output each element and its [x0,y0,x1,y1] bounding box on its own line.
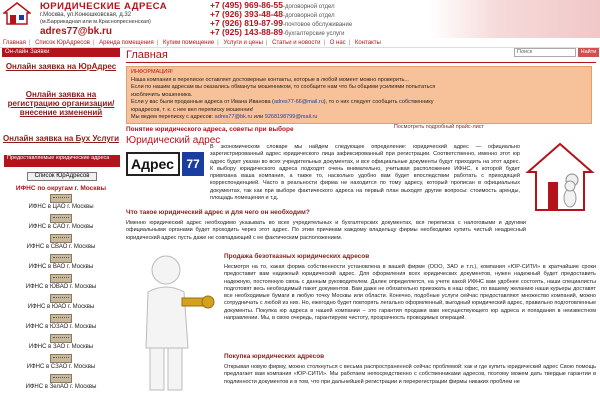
site-header [0,0,600,38]
page-title: Главная [126,49,168,61]
ifns-label[interactable]: ИФНС в СВАО г. Москвы [26,244,96,250]
brand-name[interactable]: ЮРИДИЧЕСКИЕ АДРЕСА [40,1,168,12]
nav-item-contacts[interactable]: Контакты [354,40,381,46]
address-line: г.Москва, ул.Конюшковская, д.32 [40,12,132,18]
section-heading: Юридический адрес [126,135,221,146]
nav-item-rent[interactable]: Аренда помещения [99,40,154,46]
house-logo-icon[interactable] [3,2,31,26]
ifns-label[interactable]: ИФНС в ЮВАО г. Москвы [25,284,97,290]
ifns-label[interactable]: ИФНС в ЗелАО г. Москвы [25,384,97,390]
badge-number: 77 [182,152,204,176]
house-key-figure-icon [524,140,596,214]
building-icon [50,254,72,263]
header-decoration [430,0,600,38]
ifns-label[interactable]: ИФНС в ЮЗАО г. Москвы [25,324,97,330]
phone-number[interactable]: +7 (926) 819-87-99 [210,18,284,28]
question-text: Именно юридический адрес необходимо указывать во всех учредительных и бухгалтерских документах, вся переписка с налоговыми и другими официальными органами будет проходить через этот адрес. По этим причинам каждому владельцу фирмы необходимо купить чистый неадресный юридический адрес пусть даже не совпадающий с ее фактическим расположением. [126,220,526,241]
building-icon [50,294,72,303]
building-icon [50,354,72,363]
ifns-item[interactable] [12,254,110,272]
address-metro: (м.Баррикадная или м.Краснопресненская) [40,19,151,25]
nav-item-home[interactable]: Главная [3,40,26,46]
ifns-label[interactable]: ИФНС в ЗАО г. Москвы [28,344,94,350]
ifns-label[interactable]: ИФНС в СЗАО г. Москвы [26,364,96,370]
ifns-item[interactable] [12,194,110,212]
question-text: Открывая новую фирму, можно столкнуться с весьма распространенной сейчас проблемой: как и где купить юридический адрес Свою помощь предлагает вам компания «ЮР-СИТИ». Мы работаем непосредственно с собственниками адресов, поэтому можем дать твердые гарантии в подлинности документов и в том, что при дальнейшей регистрации и перерегистрации фирмы никаких проблем не [224,364,596,385]
ifns-label[interactable]: ИФНС в ЦАО г. Москвы [28,204,94,210]
phone-label: -бухгалтерские услуги [283,31,345,37]
phone-number[interactable]: +7 (495) 969-86-55 [210,0,284,10]
notice-text: юрадресов, т. к. с нее вел переписку мошенник! [131,106,254,113]
sidebar-heading: Он-лайн Заявки [2,48,120,57]
building-icon [50,334,72,343]
question-heading: Покупка юридических адресов [224,353,325,360]
title-divider [126,62,596,63]
notice-text-part: или [252,114,265,120]
ifns-item[interactable] [12,334,110,352]
ifns-item[interactable] [12,294,110,312]
main-content [124,48,600,400]
question-text: Несмотря на то, какая форма собственности установлена в вашей фирме (ООО, ЗАО и т.п.), компания «ЮР-СИТИ» в кратчайшие сроки предоставит вам надежный юридический адрес. Для оформления всех юридических документов, нужен надежный будет предоставить надежную, постоянную связь с данным руководителем. Далее определяется, на учете какой ИФНС вам удобнее состоять, наши специалисты подготовят весь необходимый пакет документов. Вам даже не обязательно приезжать в наш офис, по вашему желанию наши курьеры доставят все необходимые бумаги в любую точку Москвы или области. Конечно, подобные услуги сейчас предоставляют множество компаний, можно сотрудничать с любой из них. Но, ежегодно будет повторять легально оформленный, выгодный юридический адрес, правильно подготовленные документы. Покупка юр адреса в нашей компании – это гарантия продажи вам несуществующего юр адреса и попадания в неизвестном направлении. Мы, в свою очередь, гарантируем чистоту, прозрачность проводимых операций. [224,264,596,322]
nav-separator: | [348,40,351,46]
sidebar-link-accounting-request[interactable]: Онлайн заявка на Бух Услуги [2,134,120,143]
ifns-label[interactable]: ИФНС в ЮАО г. Москвы [27,304,95,310]
header-email[interactable]: adres77@bk.ru [40,26,113,37]
phone-label: -договорной отдел [283,4,335,10]
nav-item-services[interactable]: Услуги и цены [223,40,263,46]
info-notice [126,66,592,124]
ifns-item[interactable] [12,354,110,372]
phone-number[interactable]: +7 (925) 143-88-89 [210,27,284,37]
building-icon [50,314,72,323]
nav-separator: | [265,40,268,46]
ifns-heading: ИФНС по округам г. Москвы [15,185,107,192]
article-title: Понятие юридического адреса, советы при выборе [126,126,294,133]
notice-email-link[interactable]: adres77-66@mail.ru [273,99,324,105]
nav-separator: | [323,40,326,46]
ifns-item[interactable] [12,314,110,332]
phone-row [210,28,360,37]
search-input[interactable]: Поиск [514,48,576,57]
address-list-button[interactable]: Список ЮрАдресов [27,172,97,181]
intro-text: В экономическом словаре мы найдем следующее определение: юридический адрес — официально зарегистрированный адрес юридического лица зафиксированный при регистрации. Соответственно, именно этот юр адрес будет указан во всех учредительных документах, и все официальные документы будут приходить на этот адрес. К выбору юридического адреса подходят очень внимательно, учитывая расположение ИФНС, к которой будет привязана ваша компания, а также то, насколько удобно вам будет впоследствии работать с приходящей корреспонденцией. Часто в реальности фирма не находится по тому адресу, который прописан в официальных документах, так как при выборе фактического адреса на первый план выходят другие вопросы: стоимость аренды, площадь помещения и т.д. [210,144,520,202]
ifns-label[interactable]: ИФНС в САО г. Москвы [28,224,94,230]
notice-heading: ИНФОРМАЦИЯ! [131,69,173,75]
notice-text: Наша компания в переписке оставляет достоверные контакты, которые в любой момент можно проверить... [131,76,409,83]
notice-text [131,99,587,107]
ifns-item[interactable] [12,214,110,232]
sidebar-link-registration-request[interactable]: Онлайн заявка на регистрацию организации/ внесение изменений [7,90,115,117]
phone-label: -договорной отдел [283,13,335,19]
notice-text [131,114,587,122]
notice-text-part: ), то о них следует сообщить собственнику [323,99,434,105]
person-key-figure-icon [126,248,216,398]
sidebar [0,48,122,400]
sidebar-addresses-tag[interactable]: Предоставляемые юридические адреса [4,155,120,167]
building-icon [50,274,72,283]
building-icon [50,374,72,383]
phone-number[interactable]: +7 (926) 393-48-48 [210,9,284,19]
question-heading: Что такое юридический адрес и для чего он необходим? [126,209,310,216]
nav-separator: | [92,40,95,46]
nav-item-about[interactable]: О нас [329,40,346,46]
building-icon [50,194,72,203]
main-nav [0,38,600,48]
sidebar-link-address-request[interactable]: Онлайн заявка на ЮрАдрес [5,62,117,71]
notice-text-part: Мы ведем переписку с адресов: [131,114,215,120]
ifns-item[interactable] [12,234,110,252]
search-button[interactable]: Найти [578,48,599,57]
badge-word: Адрес [126,152,180,176]
building-icon [50,234,72,243]
adres77-badge [126,148,206,178]
phone-label: -почтовое обслуживание [283,22,353,28]
ifns-item[interactable] [12,374,110,392]
phone-list [210,1,360,37]
price-list-link[interactable]: Посмотреть подробный прайс-лист [393,124,485,130]
notice-email-link[interactable]: 9268198799@mail.ru [264,114,318,120]
notice-text: изобличить мошенника. [131,91,193,98]
nav-separator: | [217,40,219,46]
question-heading: Продажа безотказных юридических адресов [224,253,370,260]
ifns-label[interactable]: ИФНС в ВАО г. Москвы [28,264,94,270]
building-icon [50,214,72,223]
ifns-item[interactable] [12,274,110,292]
nav-item-articles[interactable]: Статьи и новости [272,40,321,46]
notice-text: Если по нашим адресам вы оказались обмануты мошенником, то сообщите нам что бы общими усилиями попытаться [131,84,436,90]
nav-separator: | [28,40,31,46]
notice-email-link[interactable]: adres77@bk.ru [214,114,253,120]
nav-item-buy[interactable]: Купим помещение [163,40,215,46]
nav-separator: | [156,40,159,46]
notice-text-part: Если у вас были проданные адреса от Ивана Иванова ( [131,99,274,105]
nav-item-address-list[interactable]: Список ЮрАдресов [35,40,90,46]
